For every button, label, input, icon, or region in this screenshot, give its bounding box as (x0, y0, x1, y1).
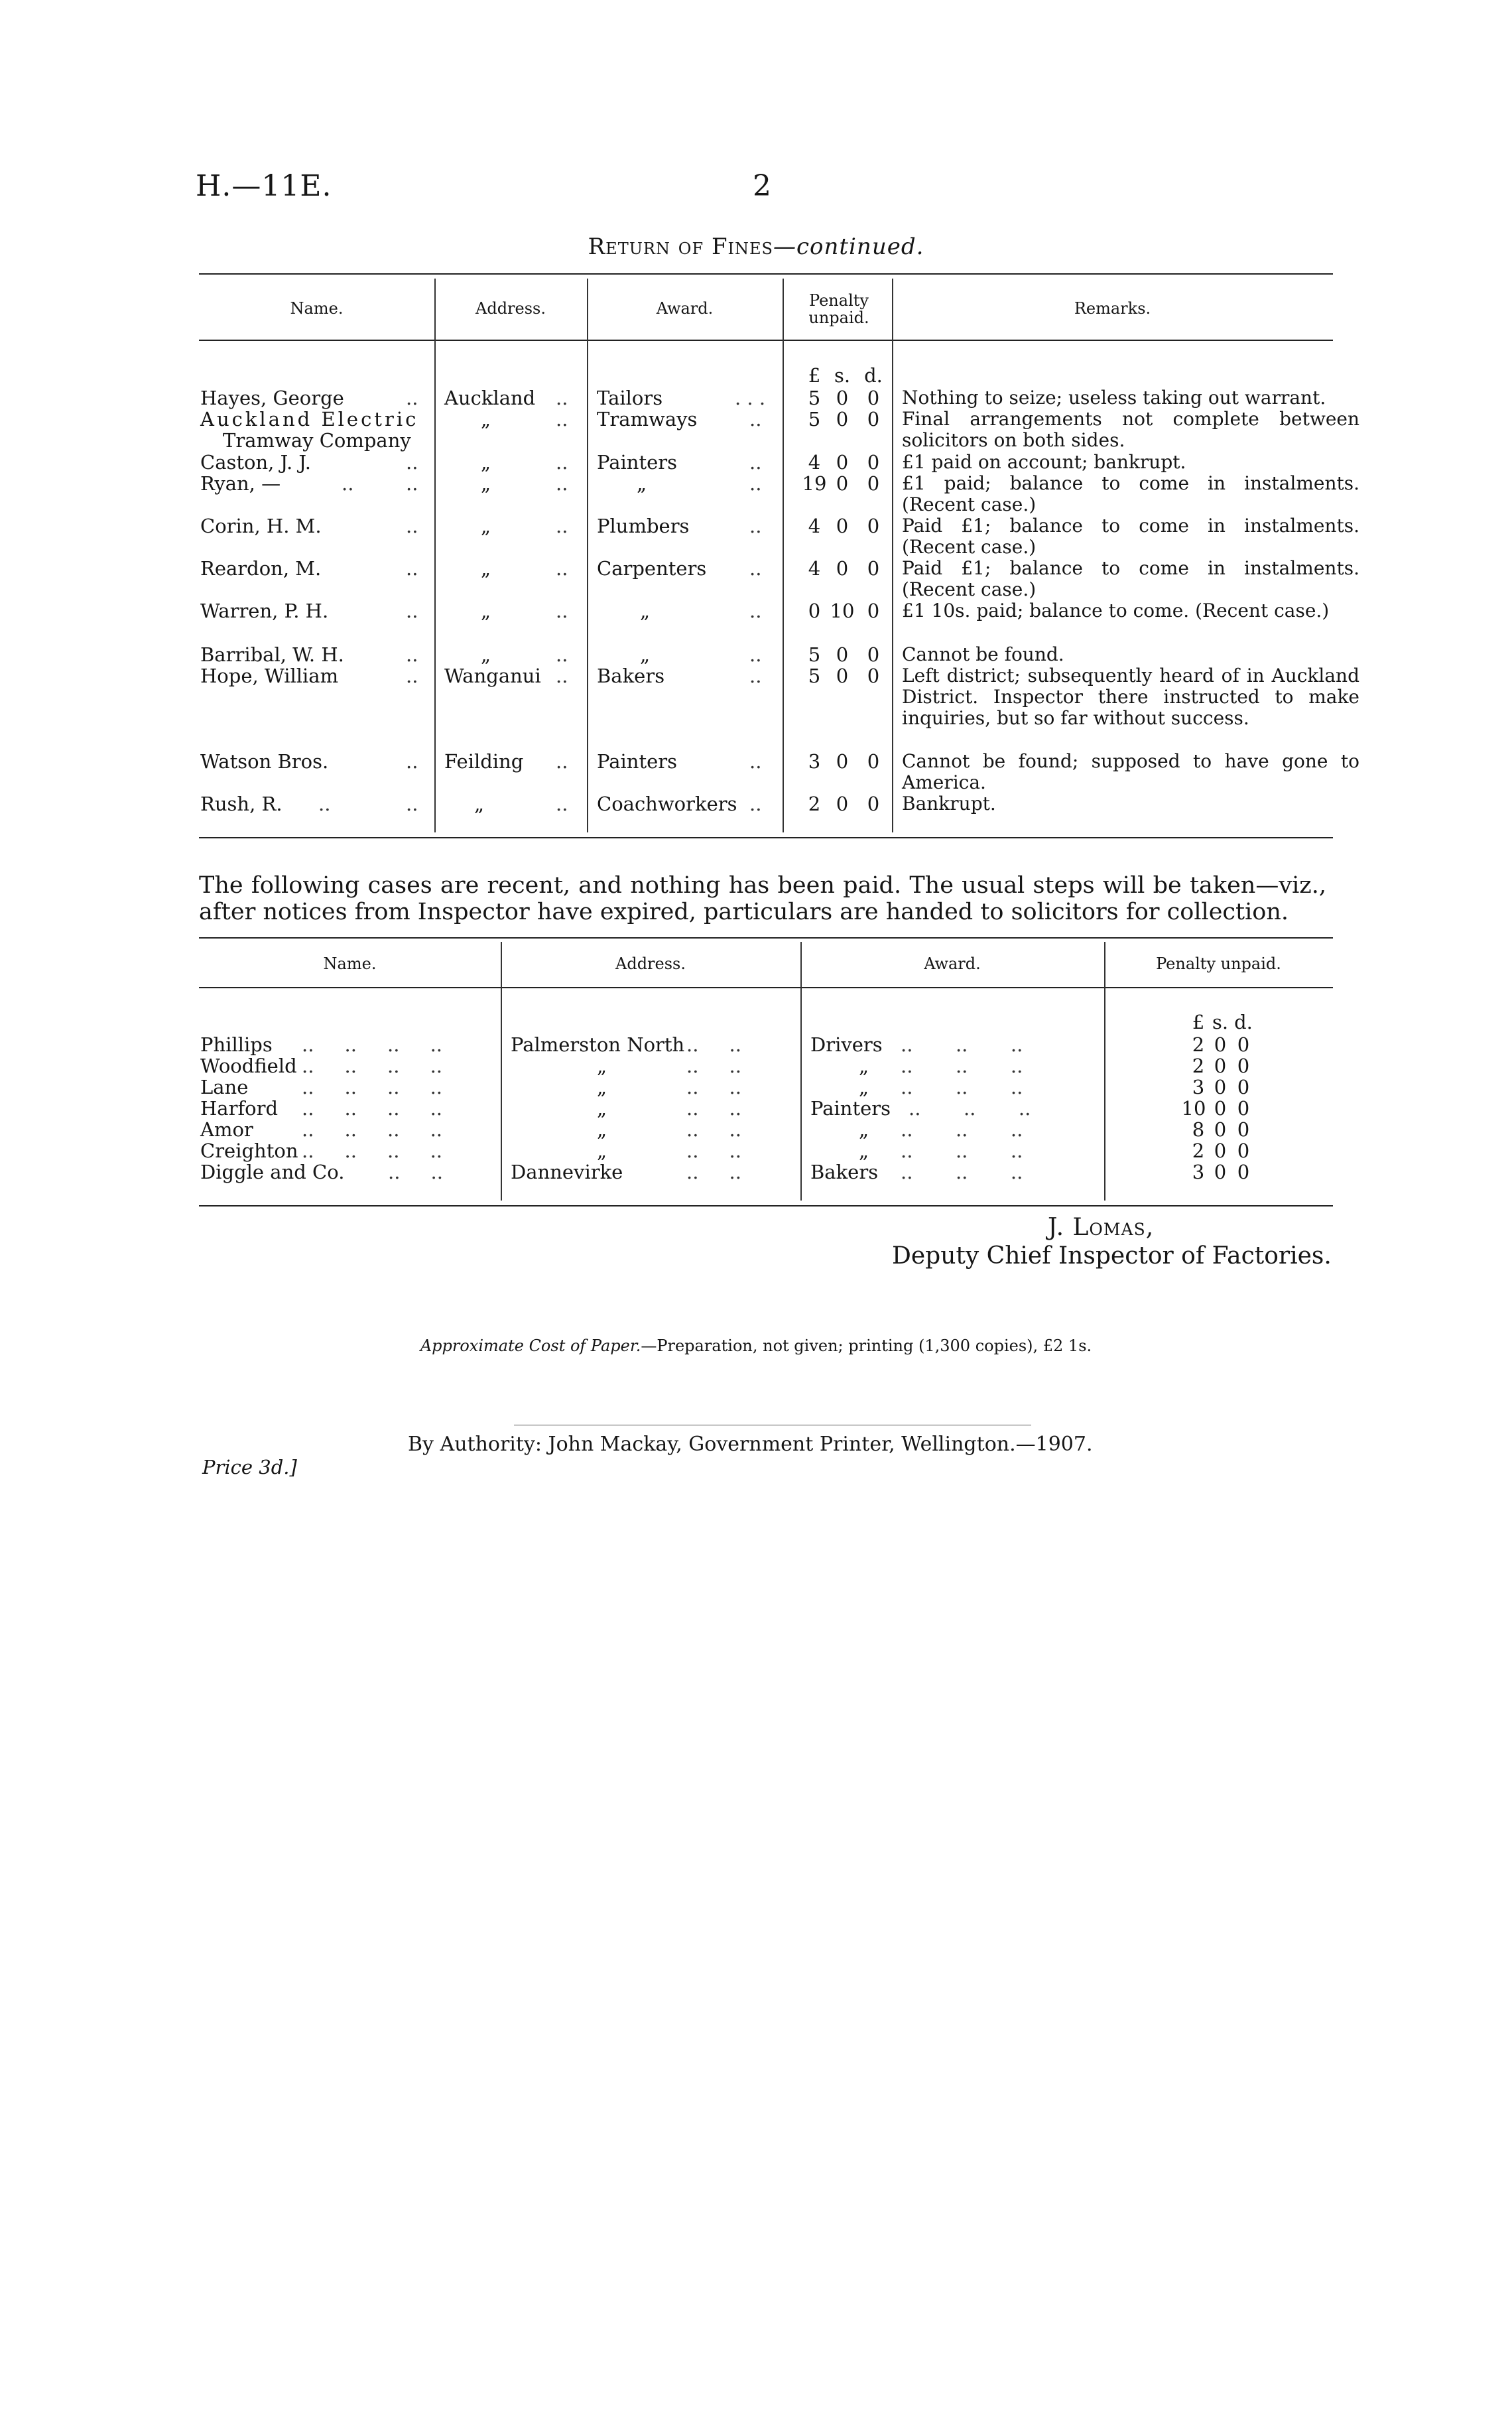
leader-dots: .. .. (686, 1055, 741, 1077)
unit-pence: d. (864, 364, 883, 387)
signature-name: J. Lomas, (1048, 1214, 1155, 1241)
leader-dots: .. .. .. (901, 1076, 1023, 1098)
penalty-pounds: 4 (808, 557, 821, 580)
header-remarks: Remarks. (1074, 299, 1151, 318)
row-award: Coachworkers (597, 793, 737, 815)
penalty-shillings: 0 (1214, 1140, 1227, 1162)
leader-dots: .. .. .. (901, 1118, 1023, 1141)
row-award: Tramways (597, 408, 698, 430)
row-name: Rush, R. (200, 793, 283, 815)
leader-dots: .. (406, 472, 418, 495)
row-address: „ (481, 451, 491, 474)
row-address: „ (597, 1118, 607, 1141)
row-award: „ (859, 1118, 869, 1141)
leader-dots: .. (556, 793, 568, 815)
leader-dots: .. .. .. .. (302, 1118, 443, 1141)
penalty-shillings: 0 (1214, 1076, 1227, 1098)
leader-dots: .. (406, 643, 418, 666)
row-address: „ (474, 793, 485, 815)
row-name: Hayes, George (200, 387, 344, 409)
row-name: Ryan, — (200, 472, 281, 495)
row-name: Caston, J. J. (200, 451, 311, 474)
table-rule-bottom (199, 837, 1333, 838)
row-remarks: Cannot be found; supposed to have gone to America. (902, 750, 1359, 793)
row-award: Tailors (597, 387, 663, 409)
row-name: Phillips (200, 1033, 273, 1056)
row-name: Barribal, W. H. (200, 643, 344, 666)
row-address: „ (481, 515, 491, 537)
penalty-shillings: 0 (1214, 1118, 1227, 1141)
penalty-shillings: 0 (1214, 1055, 1227, 1077)
penalty-pence: 0 (867, 665, 880, 687)
leader-dots: .. (556, 515, 568, 537)
column-divider (892, 279, 893, 832)
leader-dots: .. (406, 665, 418, 687)
penalty-shillings: 0 (836, 451, 849, 474)
leader-dots: .. .. (388, 1161, 443, 1183)
cost-of-paper (0, 1337, 1512, 1355)
column-divider (434, 279, 436, 832)
row-remarks: Nothing to seize; useless taking out warrant. (902, 387, 1326, 409)
leader-dots: .. .. (686, 1097, 741, 1120)
penalty-pounds: 4 (808, 451, 821, 474)
row-award: „ (859, 1076, 869, 1098)
row-name: Harford (200, 1097, 279, 1120)
leader-dots: .. (406, 750, 418, 773)
leader-dots: .. (556, 665, 568, 687)
leader-dots: .. .. (686, 1076, 741, 1098)
header-name: Name. (290, 299, 344, 318)
penalty-pence: 0 (1237, 1055, 1250, 1077)
row-address: „ (481, 557, 491, 580)
penalty-shillings: 0 (836, 515, 849, 537)
leader-dots: .. (406, 451, 418, 474)
leader-dots: .. (749, 408, 762, 430)
penalty-shillings: 0 (1214, 1161, 1227, 1183)
penalty-pounds: 3 (1192, 1161, 1205, 1183)
leader-dots: .. (556, 557, 568, 580)
title-suffix: —continued. (773, 233, 924, 260)
leader-dots: .. (342, 472, 354, 495)
signature-title: Deputy Chief Inspector of Factories. (892, 1242, 1332, 1270)
penalty-pence: 0 (1237, 1033, 1250, 1056)
penalty-pence: 0 (1237, 1140, 1250, 1162)
leader-dots: .. .. .. (901, 1033, 1023, 1056)
row-award: „ (859, 1140, 869, 1162)
penalty-pounds: 4 (808, 515, 821, 537)
leader-dots: .. .. (686, 1033, 741, 1056)
row-name: Hope, William (200, 665, 339, 687)
penalty-pence: 0 (867, 793, 880, 815)
penalty-shillings: 0 (1214, 1097, 1227, 1120)
penalty-pounds: 2 (1192, 1033, 1205, 1056)
leader-dots: .. .. .. .. (302, 1076, 443, 1098)
leader-dots: .. (406, 557, 418, 580)
leader-dots: .. (406, 515, 418, 537)
row-address: „ (597, 1076, 607, 1098)
table-rule-header (199, 987, 1333, 988)
row-name: Warren, P. H. (200, 600, 329, 622)
leader-dots: .. .. (686, 1118, 741, 1141)
row-remarks: Final arrangements not complete between solicitors on both sides. (902, 408, 1359, 451)
unit-shillings: s. (1212, 1011, 1229, 1033)
leader-dots: .. (749, 793, 762, 815)
header-award: Award. (656, 299, 714, 318)
row-address: „ (597, 1140, 607, 1162)
leader-dots: .. (406, 600, 418, 622)
penalty-pence: 0 (867, 451, 880, 474)
row-name: Corin, H. M. (200, 515, 322, 537)
row-award: Plumbers (597, 515, 690, 537)
leader-dots: .. .. .. (901, 1161, 1023, 1183)
penalty-pounds: 0 (808, 600, 821, 622)
penalty-shillings: 0 (1214, 1033, 1227, 1056)
penalty-shillings: 0 (836, 408, 849, 430)
row-remarks: Paid £1; balance to come in instalments. (Recent case.) (902, 515, 1359, 558)
leader-dots: .. .. .. .. (302, 1097, 443, 1120)
leader-dots: .. (749, 451, 762, 474)
row-address: Auckland (444, 387, 536, 409)
penalty-pence: 0 (867, 557, 880, 580)
cost-label: Approximate Cost of Paper. (420, 1337, 641, 1355)
penalty-pounds: 8 (1192, 1118, 1205, 1141)
header-name: Name. (323, 954, 377, 973)
penalty-pounds: 2 (1192, 1055, 1205, 1077)
row-remarks: £1 paid; balance to come in instalments. (Recent case.) (902, 472, 1359, 515)
leader-dots: .. (556, 387, 568, 409)
price: Price 3d.] (202, 1456, 297, 1478)
leader-dots: .. .. (686, 1140, 741, 1162)
penalty-pounds: 5 (808, 387, 821, 409)
penalty-pence: 0 (1237, 1076, 1250, 1098)
leader-dots: .. (749, 643, 762, 666)
unit-pounds: £ (1192, 1011, 1205, 1033)
leader-dots: .. (749, 665, 762, 687)
penalty-shillings: 0 (836, 387, 849, 409)
cost-text: —Preparation, not given; printing (1,300 copies), £2 1s. (641, 1337, 1092, 1355)
leader-dots: .. (749, 750, 762, 773)
penalty-pence: 0 (867, 750, 880, 773)
leader-dots: .. (318, 793, 331, 815)
table-rule-top (199, 273, 1333, 275)
row-name-continued: Tramway Company (223, 429, 411, 452)
row-remarks: Left district; subsequently heard of in Auckland District. Inspector there instructed to make inquiries, but so far without success. (902, 665, 1359, 729)
leader-dots: .. (556, 643, 568, 666)
penalty-pounds: 3 (808, 750, 821, 773)
row-name: Auckland Electric (200, 408, 419, 430)
row-name: Woodfield (200, 1055, 297, 1077)
row-address: „ (481, 408, 491, 430)
row-address: Feilding (444, 750, 524, 773)
penalty-pounds: 19 (802, 472, 827, 495)
header-award: Award. (924, 954, 981, 973)
penalty-pence: 0 (1237, 1097, 1250, 1120)
unit-pounds: £ (808, 364, 821, 387)
penalty-pounds: 5 (808, 408, 821, 430)
row-remarks: Paid £1; balance to come in instalments. (Recent case.) (902, 557, 1359, 600)
row-address: Palmerston North (511, 1033, 685, 1056)
row-address: „ (597, 1055, 607, 1077)
penalty-pounds: 5 (808, 665, 821, 687)
penalty-shillings: 0 (836, 472, 849, 495)
leader-dots: .. (556, 408, 568, 430)
penalty-pence: 0 (1237, 1118, 1250, 1141)
column-divider (587, 279, 588, 832)
penalty-shillings: 10 (830, 600, 855, 622)
row-name: Creighton (200, 1140, 298, 1162)
row-remarks: £1 paid on account; bankrupt. (902, 451, 1186, 473)
penalty-pounds: 2 (1192, 1140, 1205, 1162)
header-address: Address. (615, 954, 686, 973)
row-award: Carpenters (597, 557, 707, 580)
row-name: Diggle and Co. (200, 1161, 345, 1183)
row-award: „ (637, 472, 647, 495)
penalty-pounds: 10 (1181, 1097, 1206, 1120)
title-main: Return of Fines (588, 233, 773, 260)
recent-cases-paragraph: The following cases are recent, and nothing has been paid. The usual steps will be taken—viz., after notices from Inspector have expired, particulars are handed to solicitors for collection. (199, 872, 1326, 925)
table-rule-bottom (199, 1205, 1333, 1206)
penalty-pence: 0 (867, 408, 880, 430)
header-penalty: Penalty unpaid. (1156, 954, 1281, 973)
column-divider (501, 942, 502, 1201)
row-address: „ (481, 600, 491, 622)
penalty-pounds: 2 (808, 793, 821, 815)
table-rule-top (199, 937, 1333, 939)
leader-dots: . . . (735, 387, 766, 409)
column-divider (1104, 942, 1105, 1201)
row-address: „ (597, 1097, 607, 1120)
row-address: „ (481, 643, 491, 666)
penalty-pence: 0 (1237, 1161, 1250, 1183)
row-award: Painters (597, 750, 678, 773)
leader-dots: .. .. .. (909, 1097, 1031, 1120)
penalty-shillings: 0 (836, 793, 849, 815)
row-award: Drivers (810, 1033, 883, 1056)
authority-line: By Authority: John Mackay, Government Printer, Wellington.—1907. (408, 1433, 1093, 1456)
leader-dots: .. .. .. .. (302, 1033, 443, 1056)
row-name: Lane (200, 1076, 249, 1098)
leader-dots: .. .. .. .. (302, 1140, 443, 1162)
penalty-shillings: 0 (836, 557, 849, 580)
column-divider (783, 279, 784, 832)
row-remarks: Bankrupt. (902, 793, 996, 815)
leader-dots: .. .. .. .. (302, 1055, 443, 1077)
row-address: Wanganui (444, 665, 541, 687)
column-divider (800, 942, 802, 1201)
unit-pence: d. (1234, 1011, 1253, 1033)
leader-dots: .. .. (686, 1161, 741, 1183)
leader-dots: .. .. .. (901, 1055, 1023, 1077)
leader-dots: .. (556, 472, 568, 495)
leader-dots: .. (406, 793, 418, 815)
penalty-pence: 0 (867, 643, 880, 666)
row-name: Reardon, M. (200, 557, 322, 580)
leader-dots: .. (749, 557, 762, 580)
penalty-pence: 0 (867, 515, 880, 537)
row-award: Bakers (810, 1161, 879, 1183)
penalty-shillings: 0 (836, 750, 849, 773)
page-number: 2 (753, 169, 771, 203)
row-award: Bakers (597, 665, 665, 687)
penalty-shillings: 0 (836, 665, 849, 687)
leader-dots: .. (556, 600, 568, 622)
leader-dots: .. (749, 515, 762, 537)
row-award: „ (640, 643, 651, 666)
penalty-pence: 0 (867, 387, 880, 409)
leader-dots: .. (556, 451, 568, 474)
leader-dots: .. (749, 600, 762, 622)
unit-shillings: s. (834, 364, 851, 387)
row-address: Dannevirke (511, 1161, 623, 1183)
row-award: Painters (597, 451, 678, 474)
row-name: Watson Bros. (200, 750, 329, 773)
row-award: „ (640, 600, 651, 622)
row-address: „ (481, 472, 491, 495)
row-remarks: Cannot be found. (902, 643, 1064, 665)
page-title (0, 233, 1512, 260)
leader-dots: .. (406, 387, 418, 409)
document-reference: H.—11E. (196, 169, 332, 203)
row-remarks: £1 10s. paid; balance to come. (Recent case.) (902, 600, 1330, 621)
penalty-pounds: 3 (1192, 1076, 1205, 1098)
row-award: „ (859, 1055, 869, 1077)
leader-dots: .. .. .. (901, 1140, 1023, 1162)
header-address: Address. (475, 299, 546, 318)
table-rule-header (199, 340, 1333, 341)
row-award: Painters (810, 1097, 891, 1120)
header-penalty: Penalty unpaid. (808, 291, 869, 327)
row-name: Amor (200, 1118, 253, 1141)
penalty-shillings: 0 (836, 643, 849, 666)
penalty-pence: 0 (867, 472, 880, 495)
leader-dots: .. (556, 750, 568, 773)
penalty-pounds: 5 (808, 643, 821, 666)
penalty-pence: 0 (867, 600, 880, 622)
leader-dots: .. (749, 472, 762, 495)
